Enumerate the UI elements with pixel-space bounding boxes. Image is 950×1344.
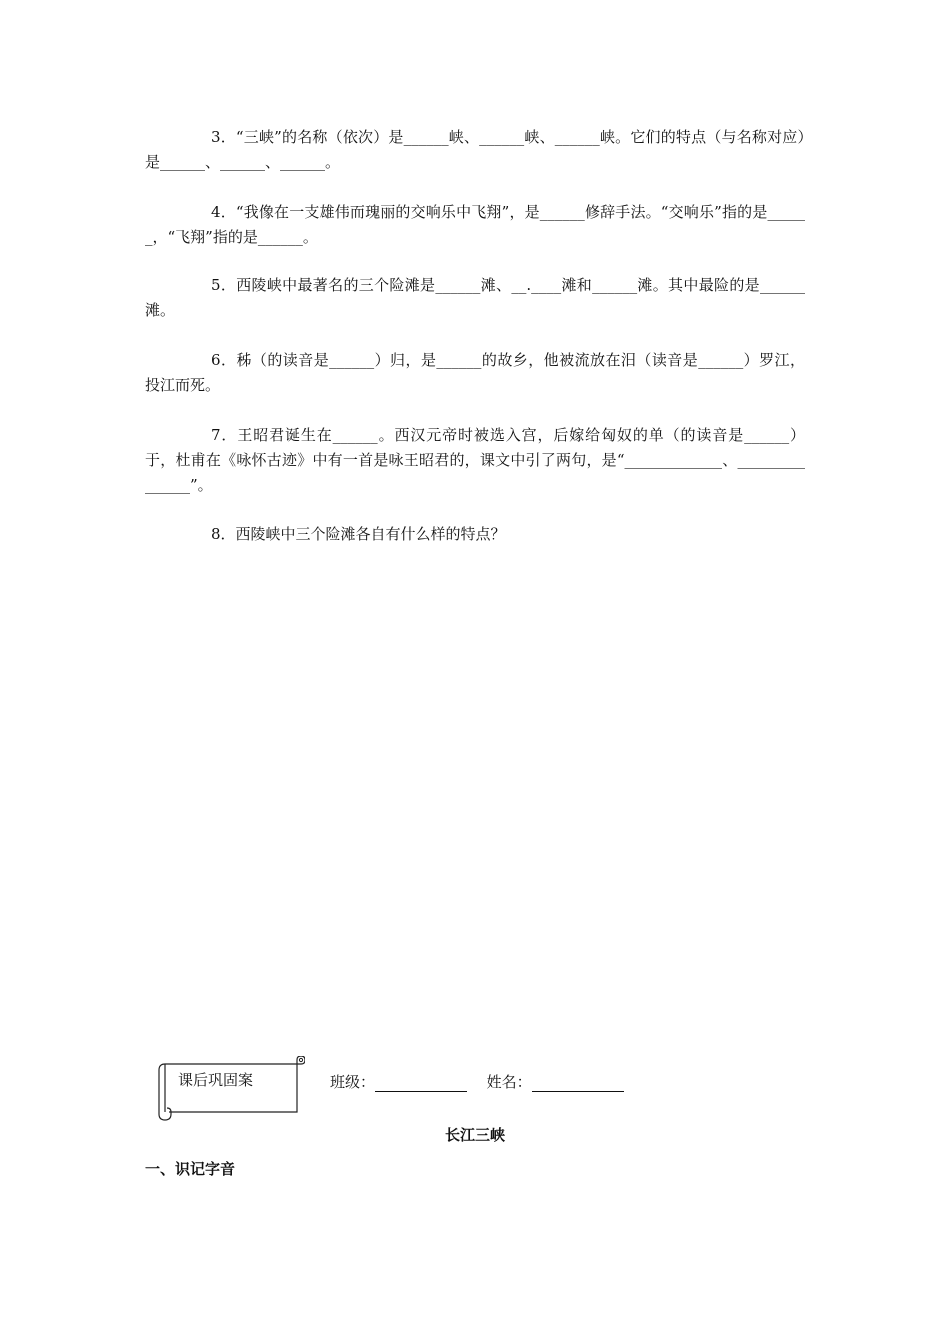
class-label: 班级：	[330, 1073, 376, 1091]
question-8: 8．西陵峡中三个险滩各自有什么样的特点？	[211, 525, 506, 543]
class-input-line[interactable]	[375, 1075, 467, 1092]
question-7: 7．王昭君诞生在______。西汉元帝时被选入宫，后嫁给匈奴的单（的读音是______）于，杜甫在《咏怀古迹》中有一首是咏王昭君的，课文中引了两句，是“_____________、_______________”。	[145, 426, 805, 494]
question-5: 5．西陵峡中最著名的三个险滩是______滩、__.____滩和______滩。其中最险的是______滩。	[145, 276, 805, 319]
name-label: 姓名：	[486, 1073, 532, 1091]
section-heading: 一、识记字音	[145, 1160, 236, 1178]
student-info-line	[330, 1072, 624, 1092]
homework-label: 课后巩固案	[178, 1071, 254, 1089]
question-4: 4．“我像在一支雄伟而瑰丽的交响乐中飞翔”，是______修辞手法。“交响乐”指的是______，“飞翔”指的是______。	[145, 203, 805, 246]
name-input-line[interactable]	[532, 1075, 624, 1092]
question-6: 6．秭（的读音是______）归，是______的故乡，他被流放在汨（读音是______）罗江，投江而死。	[145, 351, 805, 394]
lesson-title: 长江三峡	[444, 1126, 505, 1144]
question-3: 3．“三峡”的名称（依次）是______峡、______峡、______峡。它们的特点（与名称对应）是______、______、______。	[145, 128, 805, 171]
